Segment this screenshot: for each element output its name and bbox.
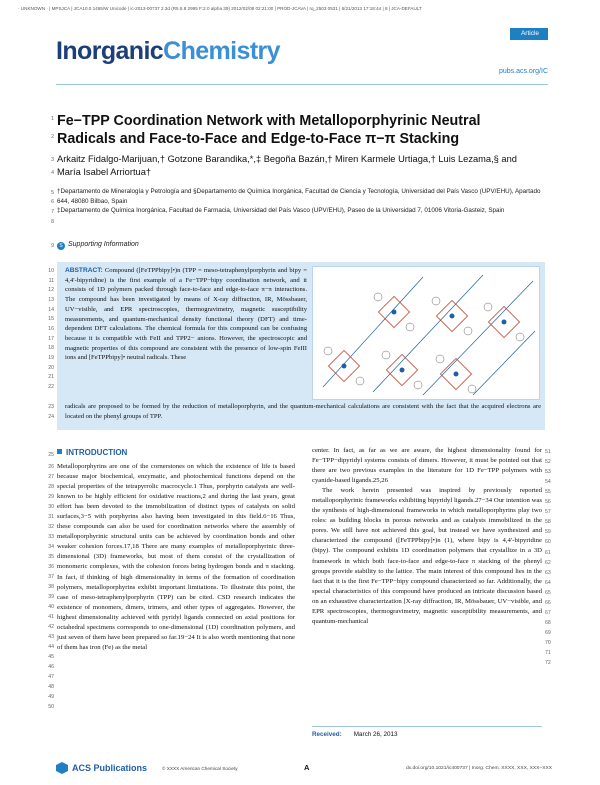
line-number: 38 — [48, 584, 54, 590]
received-divider — [312, 726, 542, 727]
author-list: Arkaitz Fidalgo-Marijuan,† Gotzone Barandika,*,‡ Begoña Bazán,† Miren Karmele Urtiaga,† Luis Lezama,§ and María Isabel Arriortua† — [57, 154, 517, 177]
line-number: 5 — [51, 190, 54, 196]
line-number: 37 — [48, 574, 54, 580]
article-type-badge: Article — [510, 28, 548, 40]
line-number: 45 — [48, 654, 54, 660]
journal-banner — [56, 22, 548, 78]
line-number: 68 — [545, 619, 551, 626]
journal-logo: InorganicChemistry — [56, 37, 280, 65]
line-number: 22 — [48, 384, 54, 390]
line-number: 26 — [48, 464, 54, 470]
doi-link[interactable]: dx.doi.org/10.1021/ic400737 | Inorg. Chem. XXXX, XXX, XXX−XXX — [405, 766, 552, 771]
line-number: 35 — [48, 554, 54, 560]
line-number: 70 — [545, 639, 551, 646]
article-title: Fe−TPP Coordination Network with Metalloporphyrinic Neutral Radicals and Face-to-Face and Edge-to-Face π−π Stacking — [57, 113, 481, 147]
received-date: Received: March 26, 2013 — [312, 731, 398, 738]
body-column-right — [312, 446, 542, 627]
affiliation-2: ‡Departamento de Química Inorgánica, Facultad de Farmacia, Universidad del País Vasco (UPV/EHU), Paseo de la Universidad 7, 01006 Vitoria-Gasteiz, Spain — [57, 207, 505, 214]
line-number: 44 — [48, 644, 54, 650]
page-footer — [56, 760, 552, 778]
line-number: 16 — [48, 326, 54, 332]
line-number: 55 — [545, 489, 551, 496]
line-number: 2 — [51, 134, 54, 140]
line-number: 32 — [48, 524, 54, 530]
line-number: 52 — [545, 459, 551, 466]
line-number: 53 — [545, 469, 551, 476]
line-number: 11 — [48, 278, 54, 284]
line-number: 71 — [545, 650, 551, 656]
header-divider — [56, 84, 548, 85]
line-number: 28 — [48, 484, 54, 490]
affiliations — [57, 187, 541, 216]
supporting-information-link[interactable]: S Supporting Information — [57, 241, 139, 250]
line-number: 59 — [545, 529, 551, 536]
affiliation-1: †Departamento de Mineralogía y Petrología and §Departamento de Química Inorgánica, Facultad de Ciencia y Tecnología, Universidad del País Vasco (UPV/EHU), Apartado 644, 48080 Bilbao, Spain — [57, 188, 541, 205]
line-number: 54 — [545, 479, 551, 486]
line-number: 40 — [48, 604, 54, 610]
line-number: 7 — [51, 209, 54, 215]
line-number: 47 — [48, 674, 54, 680]
line-number: 60 — [545, 539, 551, 546]
line-number: 69 — [545, 629, 551, 636]
line-number: 3 — [51, 157, 54, 163]
line-number: 43 — [48, 634, 54, 640]
line-number: 15 — [48, 316, 54, 322]
journal-url-link[interactable]: pubs.acs.org/IC — [498, 68, 548, 75]
paragraph: center. In fact, as far as we are aware, the highest dimensionality found for Fe−TPP−dipyridyl systems consists of dimers. However, it must be pointed out that there are two previous examples in the literature for 1D Fe−TPP polymers with cyanide-based ligands.25,26 — [312, 447, 542, 485]
crystal-structure-graphic — [313, 267, 539, 399]
line-number: 27 — [48, 474, 54, 480]
line-number: 49 — [48, 694, 54, 700]
line-number: 25 — [48, 452, 54, 458]
line-number: 18 — [48, 345, 54, 351]
line-number: 8 — [51, 219, 54, 225]
section-bullet-icon — [57, 449, 62, 454]
section-heading-introduction: INTRODUCTION — [57, 448, 127, 457]
line-number: 56 — [545, 499, 551, 506]
line-number: 17 — [48, 336, 54, 342]
line-number: 72 — [545, 660, 551, 667]
line-number: 62 — [545, 559, 551, 566]
line-number: 67 — [545, 609, 551, 616]
line-number: 63 — [545, 569, 551, 576]
line-number: 51 — [545, 449, 551, 455]
line-number: 19 — [48, 355, 54, 361]
line-number: 39 — [48, 594, 54, 600]
line-number: 21 — [48, 374, 54, 380]
line-number: 57 — [545, 509, 551, 516]
copyright: © XXXX American Chemical Society — [162, 766, 238, 771]
abstract-tail: radicals are proposed to be formed by the reduction of metalloporphyrin, and the quantum-mechanical calculations are consistent with the fact that the acquired electrons are located on the phenyl groups of TPP. — [65, 403, 541, 420]
line-number: 58 — [545, 519, 551, 526]
line-number: 31 — [48, 514, 54, 520]
line-number: 6 — [51, 199, 54, 205]
toc-graphic — [312, 266, 540, 400]
line-number: 14 — [48, 307, 54, 313]
line-number: 12 — [48, 287, 54, 293]
supporting-info-icon: S — [57, 242, 65, 250]
page-number: A — [304, 763, 310, 772]
line-number: 61 — [545, 549, 551, 556]
line-number: 36 — [48, 564, 54, 570]
line-number: 41 — [48, 614, 54, 620]
paragraph: The work herein presented was inspired by previously reported metalloporphyrinic frameworks exhibiting bipyridyl ligands.27−34 Our intention was the synthesis of high-dimensional frameworks in which metalloporphyrins play two roles: as building blocks in porous networks and as catalysts immobilized in the pores. We still have not achieved this goal, but instead we have synthesized and characterized the compound ([FeTPPbipy]•)n (1), where bipy is 4,4′-bipyridine (bipy). The compound exhibits 1D coordination polymers that crystallize in a 3D framework in which both face-to-face and edge-to-face π stacking of the phenyl groups provide stability to the lattice. The main interest of this compound lies in the fact that it is the first Fe−TPP−bipy compound characterized so far. Additionally, the special characteristics of this compound have produced an intricate discussion based on an exhaustive characterization [X-ray diffraction, IR, Mössbauer, UV−visible, and EPR spectroscopies, thermogravimetry, magnetic susceptibility measurements, and quantum-mechanical — [312, 487, 542, 625]
line-number: 13 — [48, 297, 54, 303]
line-number: 30 — [48, 504, 54, 510]
line-number: 50 — [48, 704, 54, 710]
line-number: 23 — [48, 404, 54, 410]
line-number: 48 — [48, 684, 54, 690]
production-header: · UNKNOWN · | MPSJCA | JCA10.0.1465/W Unicode | ic-2013-00737 2.3d (R5.5.8 2995 F:2.0 alpha 39) 2012/02/08 02:21:00 | PROD-JCAVA | rq_2503 0531 | 6/21/2013 17:18:44 | 8 | JCA-DEFAULT — [18, 6, 422, 11]
line-number: 4 — [51, 170, 54, 176]
line-number: 65 — [545, 589, 551, 596]
line-number: 42 — [48, 624, 54, 630]
line-number: 33 — [48, 534, 54, 540]
line-number: 1 — [51, 116, 54, 122]
line-number: 64 — [545, 579, 551, 586]
line-number: 9 — [51, 243, 54, 249]
line-number: 34 — [48, 544, 54, 550]
body-column-left: Metalloporphyrins are one of the cornerstones on which the existence of life is based because major biochemical, enzymatic, and photochemical functions depend on the special properties of the tetrapyrrolic macrocycle.1 Thus, porphyrin catalysts are well-known to be highly efficient for oxidative reactions,2 and during the last years, great effort has been devoted to the immobilization of distinct types of catalysts on solid surfaces,3−5 with porphyrins also having been investigated in this field.6−16 Thus, these compounds can also be used for coordination networks where the assembly of metalloporphyrinic structural units can be achieved by coordination bonds and other weaker cohesion forces.17,18 There are many examples of metalloporphyrinic three-dimensional (3D) frameworks, but most of them consist of the crystallization of monomeric complexes, with the cohesion forces being hydrogen bonds and π stacking. In fact, if thinking of high dimensionality in terms of the formation of coordination polymers, metalloporphyrins exhibit important limitations. To illustrate this point, the case of meso-tetraphenylporphyrin (TPP) can be cited. CSD research indicates the existence of monomers, dimers, trimers, and other types of aggregates. However, the highest dimensionality achieved with pyridyl ligands connected on axial positions for octahedral specimens corresponds to one-dimensional (1D) coordination polymers, and just seven of them have been prepared so far.19−24 It is also worth mentioning that none of them has iron (Fe) as the metal — [57, 463, 295, 651]
line-number: 10 — [48, 268, 54, 274]
abstract-text: ABSTRACT: Compound ([FeTPPbipy]•)n (TPP = meso-tetraphenylporphyrin and bipy = 4,4′-bipyridine) is the first example of a Fe−TPP−bipy coordination network, and it consists of 1D polymers packed through face-to-face and edge-to-face π−π interactions. The compound has been investigated by means of X-ray diffraction, IR, Mössbauer, UV−visible, and EPR spectroscopies, thermogravimetry, magnetic susceptibility measurements, and quantum-mechanical density functional theory (DFT) and time-dependent DFT calculations. The chemical formula for this compound can be confusing because it is compatible with FeII and TPP2− anions. However, the spectroscopic and magnetic properties of this compound are consistent with the presence of low-spin FeIII ions and [FeTPPbipy]• neutral radicals. These — [65, 267, 307, 362]
line-number: 24 — [48, 414, 54, 420]
acs-publications-logo[interactable]: ACS Publications — [56, 762, 147, 774]
line-number: 20 — [48, 365, 54, 371]
acs-hexagon-icon — [56, 762, 68, 774]
line-number: 46 — [48, 664, 54, 670]
line-number: 66 — [545, 599, 551, 606]
line-number: 29 — [48, 494, 54, 500]
